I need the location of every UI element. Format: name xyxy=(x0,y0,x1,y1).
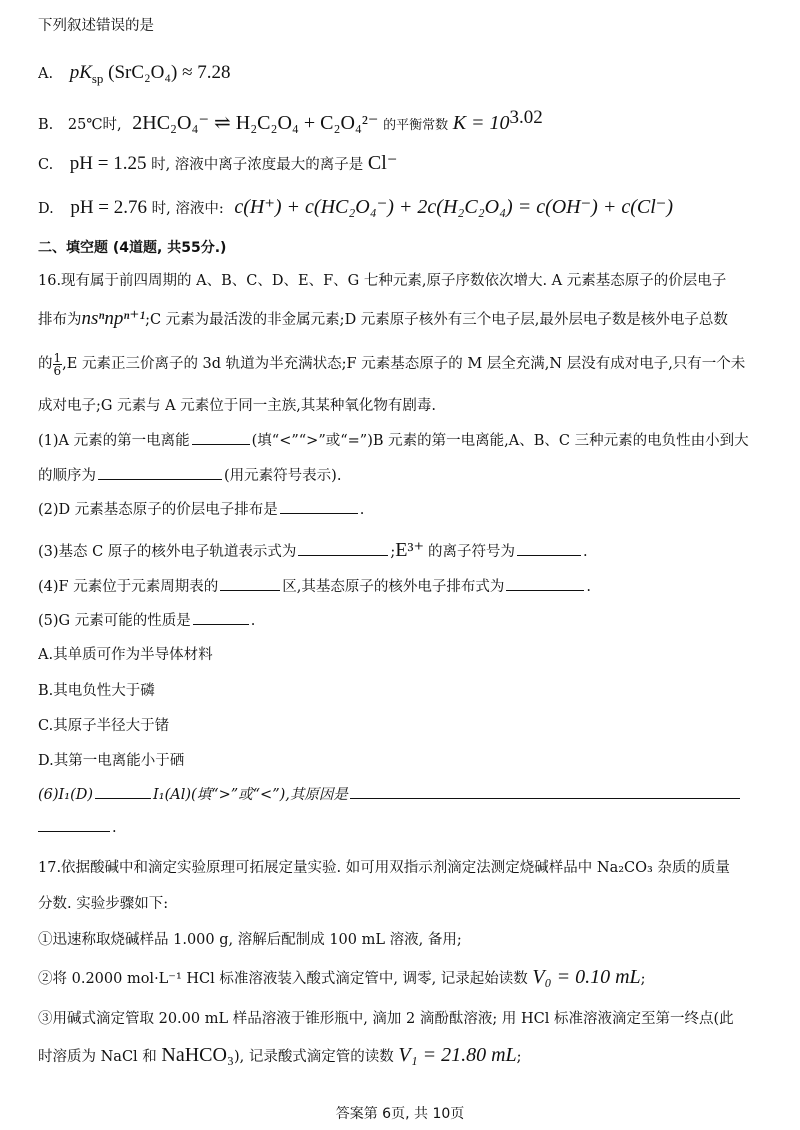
q16-option-a: A.其单质可作为半导体材料 xyxy=(38,647,213,663)
option-b xyxy=(38,103,762,133)
q16-line2-pre: 排布为 xyxy=(38,312,82,328)
option-b-exp: 3.02 xyxy=(509,107,543,128)
q17-s2-end: ; xyxy=(640,971,646,987)
q16-p6-end: . xyxy=(112,820,117,836)
option-a-compound: (SrC₂O₄) ≈ 7.28 xyxy=(108,62,231,83)
answer-blank-6c[interactable] xyxy=(38,830,110,832)
q16-config: nsⁿnpⁿ⁺¹ xyxy=(81,308,146,329)
q16-line2-post: ;C 元素为最活泼的非金属元素;D 元素原子核外有三个电子层,最外层电子数是核外电子总数 xyxy=(145,312,728,328)
answer-blank-1a[interactable] xyxy=(192,443,250,445)
answer-blank-5[interactable] xyxy=(193,623,249,625)
q16-p6a: (6)I₁(D) xyxy=(38,787,94,803)
q17-step3-line2 xyxy=(38,1041,762,1069)
q16-p6b: I₁(Al)(填“>”或“<”),其原因是 xyxy=(153,787,348,803)
option-d-equation: c(H⁺) + c(HC₂O₄⁻) + 2c(H₂C₂O₄) = c(OH⁻) + c(Cl⁻) xyxy=(234,196,673,218)
q16-line3-pre: 的 xyxy=(38,356,53,372)
q16-line2 xyxy=(38,307,762,331)
answer-blank-6a[interactable] xyxy=(95,797,151,799)
option-a xyxy=(38,60,762,86)
q17-line2: 分数. 实验步骤如下: xyxy=(38,896,169,912)
option-b-equation: 2HC₂O₄⁻ ⇌ H₂C₂O₄ + C₂O₄²⁻ xyxy=(132,111,379,133)
answer-blank-3a[interactable] xyxy=(298,554,388,556)
section-heading: 二、填空题 (4道题, 共55分.) xyxy=(38,240,227,256)
q16-line1: 16.现有属于前四周期的 A、B、C、D、E、F、G 七种元素,原子序数依次增大. A 元素基态原子的价层电子 xyxy=(38,273,727,289)
q17-nahco3: NaHCO₃ xyxy=(161,1044,234,1066)
answer-blank-4a[interactable] xyxy=(220,589,280,591)
option-d-ph: pH = 2.76 xyxy=(70,197,148,218)
option-c xyxy=(38,150,762,176)
option-d xyxy=(38,193,762,221)
q16-p2: (2)D 元素基态原子的价层电子排布是 xyxy=(38,502,278,518)
answer-blank-6b[interactable] xyxy=(350,797,740,799)
option-c-label: C. xyxy=(38,157,54,173)
option-c-text: 时, 溶液中离子浓度最大的离子是 xyxy=(151,157,364,173)
q16-p3c: 的离子符号为 xyxy=(428,544,516,560)
q16-p1d: (用元素符号表示). xyxy=(224,468,342,484)
q16-line3-post: ,E 元素正三价离子的 3d 轨道为半充满状态;F 元素基态原子的 M 层全充满,N 层没有成对电子,只有一个未 xyxy=(62,356,746,372)
q17-s3b: 时溶质为 NaCl 和 xyxy=(38,1049,157,1065)
option-b-k: K = 10 xyxy=(452,111,510,133)
q16-option-c: C.其原子半径大于锗 xyxy=(38,718,170,734)
option-c-ion: Cl⁻ xyxy=(367,152,398,174)
option-d-label: D. xyxy=(38,201,54,217)
option-c-ph: pH = 1.25 xyxy=(69,153,147,174)
q16-part4 xyxy=(38,577,762,597)
q17-step3-line1: ③用碱式滴定管取 20.00 mL 样品溶液于锥形瓶中, 滴加 2 滴酚酞溶液; 用 HCl 标准溶液滴定至第一终点(此 xyxy=(38,1011,734,1027)
q16-p3a: (3)基态 C 原子的核外电子轨道表示式为 xyxy=(38,544,297,560)
option-b-prefix: 25℃时, xyxy=(67,116,122,133)
q17-v0: V₀ = 0.10 mL xyxy=(532,966,641,988)
q16-part5 xyxy=(38,611,762,631)
option-a-label: A. xyxy=(38,66,54,82)
option-a-expr: pK xyxy=(69,62,92,83)
answer-blank-2[interactable] xyxy=(280,512,358,514)
q17-v1: V₁ = 21.80 mL xyxy=(398,1044,517,1066)
q17-s2a: ②将 0.2000 mol·L⁻¹ HCl 标准溶液装入酸式滴定管中, 调零, 记录起始读数 xyxy=(38,971,528,987)
q17-s3-end: ; xyxy=(516,1049,522,1065)
q16-p2-end: . xyxy=(359,502,365,518)
question-intro: 下列叙述错误的是 xyxy=(38,18,154,34)
q17-step2 xyxy=(38,963,762,991)
option-b-label: B. xyxy=(38,116,54,133)
q16-p5: (5)G 元素可能的性质是 xyxy=(38,613,191,629)
fraction-one-sixth xyxy=(53,352,63,377)
q17-s3c: ), 记录酸式滴定管的读数 xyxy=(233,1049,394,1065)
option-a-sub: sp xyxy=(91,70,104,86)
q16-part6-cont xyxy=(38,818,762,838)
q16-option-b: B.其电负性大于磷 xyxy=(38,683,155,699)
q16-part1-line2 xyxy=(38,466,762,486)
q16-line4: 成对电子;G 元素与 A 元素位于同一主族,其某种氧化物有剧毒. xyxy=(38,398,436,414)
q16-p1c: 的顺序为 xyxy=(38,468,96,484)
frac-denominator: 6 xyxy=(53,363,62,378)
frac-numerator: 1 xyxy=(53,350,62,365)
q16-p4b: 区,其基态原子的核外电子排布式为 xyxy=(282,579,505,595)
answer-blank-3b[interactable] xyxy=(517,554,581,556)
q16-p4a: (4)F 元素位于元素周期表的 xyxy=(38,579,219,595)
option-b-mid: 的平衡常数 xyxy=(383,117,449,133)
q16-ion: E³⁺ xyxy=(395,539,425,561)
option-d-text: 时, 溶液中: xyxy=(151,201,224,217)
answer-blank-4b[interactable] xyxy=(506,589,584,591)
q16-part1-line1 xyxy=(38,431,762,451)
q16-option-d: D.其第一电离能小于硒 xyxy=(38,753,185,769)
q16-p4-end: . xyxy=(586,579,591,595)
q16-part6 xyxy=(38,785,762,805)
q16-line3 xyxy=(38,349,762,379)
q16-p1b: (填“<”“>”或“=”)B 元素的第一电离能,A、B、C 三种元素的电负性由小到大 xyxy=(251,433,749,449)
q16-part2 xyxy=(38,500,762,520)
answer-blank-1b[interactable] xyxy=(98,478,222,480)
page-footer: 答案第 6页, 共 10页 xyxy=(335,1106,465,1122)
q17-step1: ①迅速称取烧碱样品 1.000 g, 溶解后配制成 100 mL 溶液, 备用; xyxy=(38,932,462,948)
q16-p1a: (1)A 元素的第一电离能 xyxy=(38,433,190,449)
q16-part3 xyxy=(38,537,762,563)
q16-p5-end: . xyxy=(250,613,256,629)
q17-line1: 17.依据酸碱中和滴定实验原理可拓展定量实验. 如可用双指示剂滴定法测定烧碱样品中 Na₂CO₃ 杂质的质量 xyxy=(38,860,730,876)
q16-p3-end: . xyxy=(583,544,588,560)
q16-p3b: ; xyxy=(390,544,396,560)
